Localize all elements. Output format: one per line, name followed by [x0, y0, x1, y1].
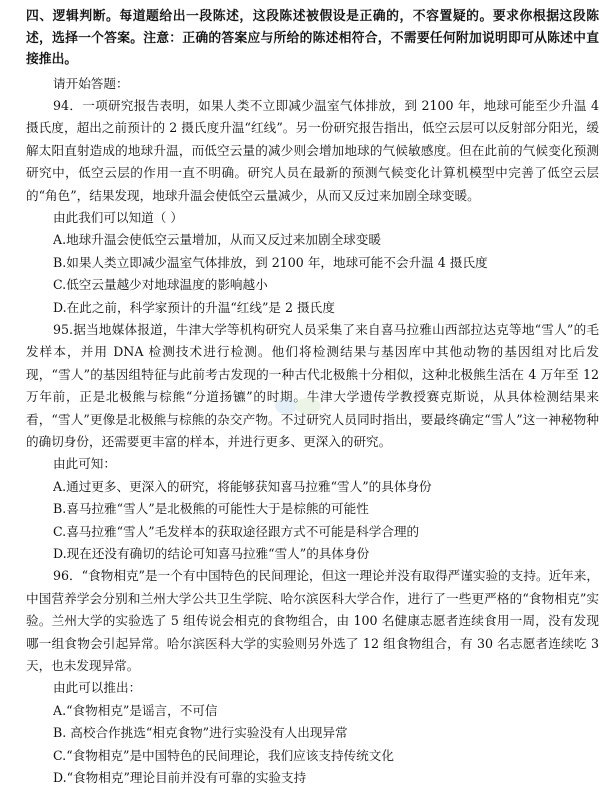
- question-94: [26, 95, 599, 319]
- question-stem: 95.据当地媒体报道，牛津大学等机构研究人员采集了来自喜马拉雅山西部拉达克等地“雪人”的毛发样本，并用 DNA 检测技术进行检测。他们将检测结果与基因库中其他动物的基因组对比后发现，“雪人”的基因组特征与此前考古发现的一种古代北极熊十分相似，这种北极熊生活在 4 万年至 12 万年前，正是北极熊与棕熊“分道扬镳”的时期。牛津大学遗传学教授赛克斯说，从具体检测结果来看，“雪人”更像是北极熊与棕熊的杂交产物。不过研究人员同时指出，要最终确定“雪人”这一神秘物种的确切身份，还需要更丰富的样本，并进行更多、更深入的研究。: [26, 321, 599, 449]
- option-c: C.“食物相克”是中国特色的民间理论，我们应该支持传统文化: [53, 747, 394, 763]
- option-b: B.喜马拉雅“雪人”是北极熊的可能性大于是棕熊的可能性: [53, 501, 369, 517]
- option-a: A.“食物相克”是谣言，不可信: [53, 702, 218, 718]
- question-stem: 96．“食物相克”是一个有中国特色的民间理论，但这一理论并没有取得严谨实验的支持。近年来，中国营养学会分别和兰州大学公共卫生学院、哈尔滨医科大学合作，进行了一些更严格的“食物相克”实验。兰州大学的实验选了 5 组传说会相克的食物组合，由 100 名健康志愿者连续食用一周，没有发现哪一组食物会引起异常。哈尔滨医科大学的实验则另外选了 12 组食物组合，有 30 名志愿者连续吃 3 天，也未发现异常。: [26, 568, 599, 674]
- option-c: C.喜马拉雅“雪人”毛发样本的获取途径跟方式不可能是科学合理的: [53, 523, 420, 539]
- option-d: D.在此之前，科学家预计的升温“红线”是 2 摄氏度: [53, 299, 335, 315]
- option-d: D.现在还没有确切的结论可知喜马拉雅“雪人”的具体身份: [53, 546, 370, 562]
- question-95: [26, 319, 599, 565]
- section-instructions: 四、逻辑判断。每道题给出一段陈述，这段陈述被假设是正确的，不容置疑的。要求你根据这段陈述，选择一个答案。注意：正确的答案应与所给的陈述相符合，不需要任何附加说明即可从陈述中直接推出。: [26, 9, 599, 67]
- start-prompt: 请开始答题：: [53, 75, 129, 91]
- question-stem: 94．一项研究报告表明，如果人类不立即减少温室气体排放，到 2100 年，地球可能至少升温 4 摄氏度，超出之前预计的 2 摄氏度升温“红线”。另一份研究报告指出，低空云层可以反射部分阳光，缓解太阳直射造成的地球升温，而低空云量的减少则会增加地球的气候敏感度。但在此前的气候变化预测研究中，低空云层的作用一直不明确。研究人员在最新的预测气候变化计算机模型中完善了低空云层的“角色”，结果发现，地球升温会使低空云量减少，从而又反过来加剧全球变暖。: [26, 97, 599, 203]
- option-b: B.如果人类立即减少温室气体排放，到 2100 年，地球可能不会升温 4 摄氏度: [53, 254, 488, 270]
- question-prompt: 由此我们可以知道（ ）: [53, 209, 183, 225]
- option-d: D.“食物相克”理论目前并没有可靠的实验支持: [53, 770, 307, 786]
- option-a: A.地球升温会使低空云量增加，从而又反过来加剧全球变暖: [53, 232, 381, 248]
- option-c: C.低空云量越少对地球温度的影响越小: [53, 277, 268, 293]
- question-prompt: 由此可知：: [53, 456, 116, 472]
- question-prompt: 由此可以推出：: [53, 680, 142, 696]
- question-96: [26, 565, 599, 789]
- option-a: A.通过更多、更深入的研究，将能够获知喜马拉雅“雪人”的具体身份: [53, 478, 432, 494]
- option-b: B. 高校合作挑选“相克食物”进行实验没有人出现异常: [53, 725, 348, 741]
